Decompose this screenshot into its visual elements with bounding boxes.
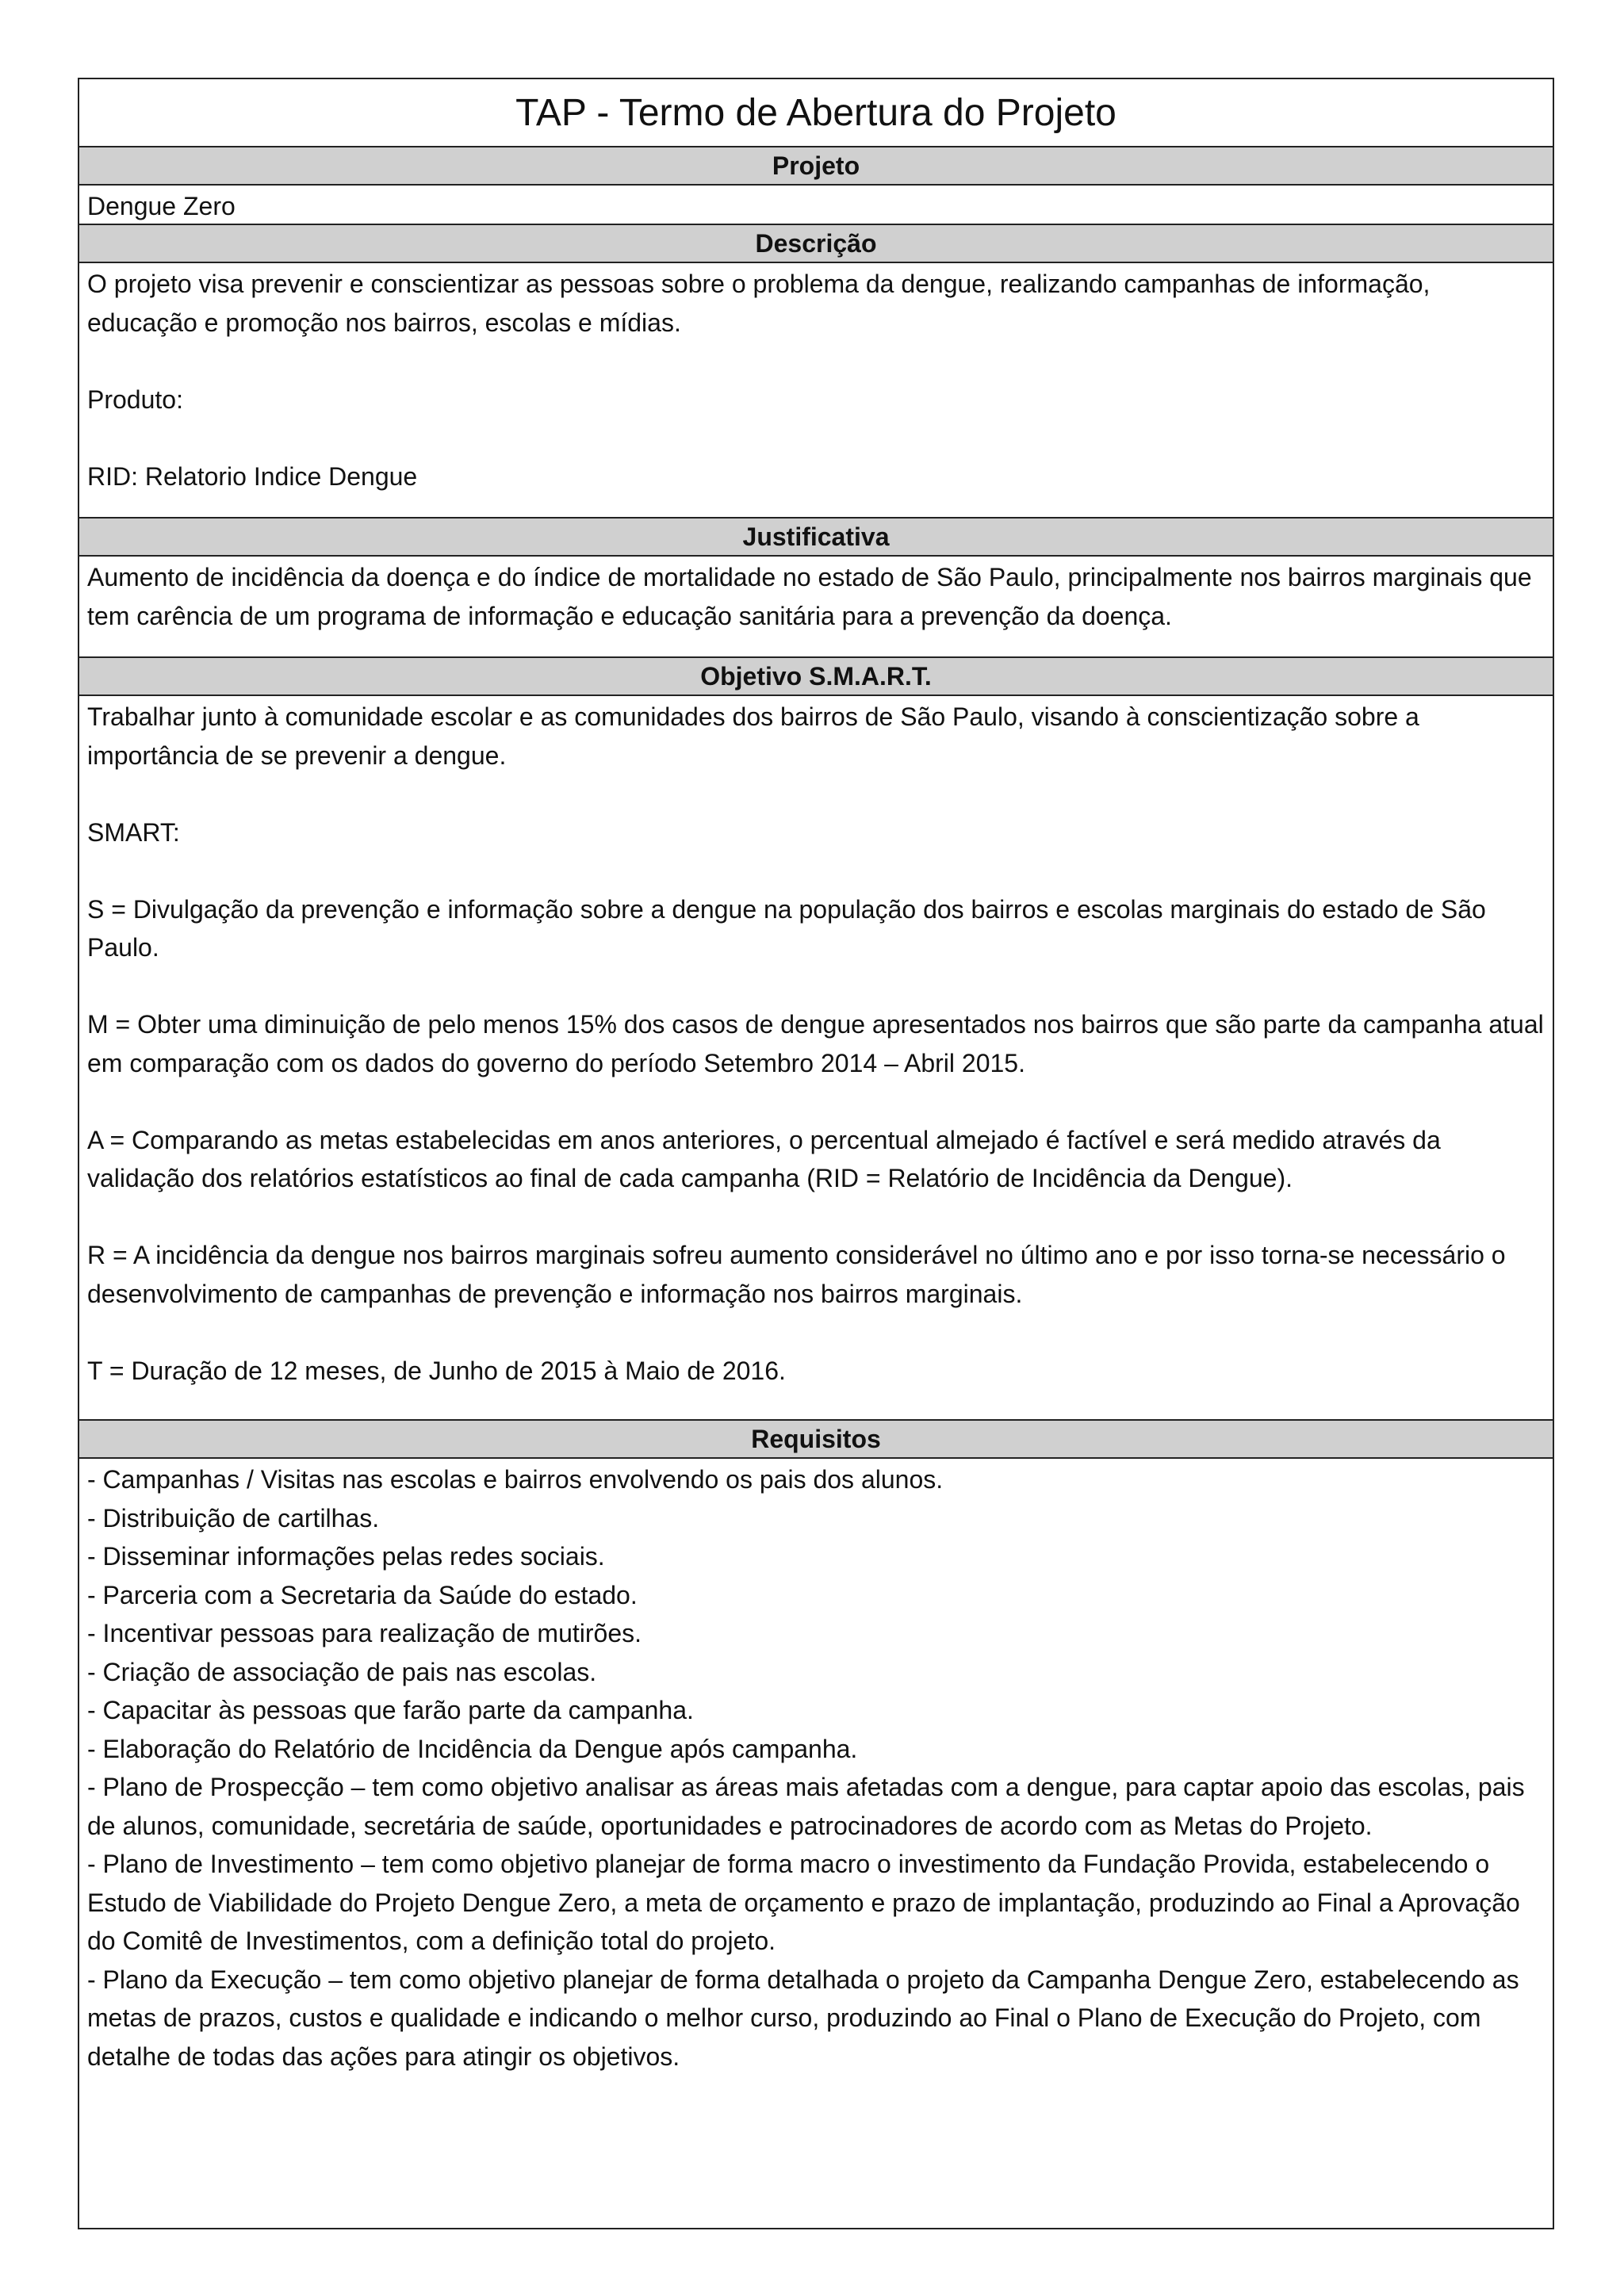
projeto-body [79,186,1553,225]
spacer [87,342,1545,381]
spacer [87,775,1545,813]
spacer [87,851,1545,890]
tap-document [78,78,1554,2229]
requisitos-header: Requisitos [79,1421,1553,1459]
justificativa-text: Aumento de incidência da doença e do índice de mortalidade no estado de São Paulo, principalmente nos bairros marginais que tem carência de um programa de informação e educação sanitária para a prevenção da doença. [87,563,1532,630]
smart-r: R = A incidência da dengue nos bairros marginais sofreu aumento considerável no último ano e por isso torna-se necessário o desenvolvimento de campanhas de prevenção e informação nos bairros marginais. [87,1241,1506,1308]
spacer [87,1082,1545,1121]
objetivo-text: Trabalhar junto à comunidade escolar e as comunidades dos bairros de São Paulo, visando à conscientização sobre a importância de se prevenir a dengue. [87,702,1419,770]
objetivo-header: Objetivo S.M.A.R.T. [79,658,1553,696]
objetivo-body [79,696,1553,1421]
smart-t: T = Duração de 12 meses, de Junho de 2015 à Maio de 2016. [87,1356,786,1385]
spacer [87,1198,1545,1237]
projeto-value: Dengue Zero [87,192,236,220]
requisitos-body [79,1459,1553,2228]
produto-value: RID: Relatorio Indice Dengue [87,461,418,491]
spacer [87,1313,1545,1352]
spacer [87,419,1545,457]
list-item: - Plano da Execução – tem como objetivo planejar de forma detalhada o projeto da Campanha Dengue Zero, estabelecendo as metas de prazos, custos e qualidade e indicando o melhor curso, produzindo ao Final o Plano de Execução do Projeto, com detalhe de todas das ações para atingir os objetivos. [87,1965,1519,2071]
document-title: TAP - Termo de Abertura do Projeto [79,79,1553,147]
descricao-body [79,263,1553,519]
smart-a: A = Comparando as metas estabelecidas em anos anteriores, o percentual almejado é factível e será medido através da validação dos relatórios estatísticos ao final de cada campanha (RID = Relatório de Incidência da Dengue). [87,1125,1441,1192]
list-item: - Parceria com a Secretaria da Saúde do estado. [87,1580,638,1609]
spacer [87,967,1545,1006]
list-item: - Distribuição de cartilhas. [87,1503,380,1533]
list-item: - Capacitar às pessoas que farão parte da campanha. [87,1696,694,1724]
smart-label: SMART: [87,817,180,847]
list-item: - Campanhas / Visitas nas escolas e bairros envolvendo os pais dos alunos. [87,1465,944,1494]
list-item: - Plano de Prospecção – tem como objetivo analisar as áreas mais afetadas com a dengue, para captar apoio das escolas, pais de alunos, comunidade, secretária de saúde, oportunidades e patrocinadores de acordo com as Metas do Projeto. [87,1773,1525,1840]
descricao-header: Descrição [79,225,1553,263]
list-item: - Plano de Investimento – tem como objetivo planejar de forma macro o investimento da Fundação Provida, estabelecendo o Estudo de Viabilidade do Projeto Dengue Zero, a meta de orçamento e prazo de implantação, produzindo ao Final a Aprovação do Comitê de Investimentos, com a definição total do projeto. [87,1850,1520,1955]
descricao-text: O projeto visa prevenir e conscientizar as pessoas sobre o problema da dengue, realizando campanhas de informação, educação e promoção nos bairros, escolas e mídias. [87,270,1431,337]
projeto-header: Projeto [79,147,1553,186]
justificativa-header: Justificativa [79,519,1553,557]
smart-m: M = Obter uma diminuição de pelo menos 15% dos casos de dengue apresentados nos bairros que são parte da campanha atual em comparação com os dados do governo do período Setembro 2014 – Abril 2015. [87,1010,1544,1077]
list-item: - Disseminar informações pelas redes sociais. [87,1542,605,1571]
list-item: - Incentivar pessoas para realização de mutirões. [87,1619,642,1647]
list-item: - Elaboração do Relatório de Incidência da Dengue após campanha. [87,1734,858,1763]
produto-label: Produto: [87,385,183,414]
justificativa-body [79,557,1553,658]
list-item: - Criação de associação de pais nas escolas. [87,1657,597,1686]
smart-s: S = Divulgação da prevenção e informação sobre a dengue na população dos bairros e escolas marginais do estado de São Paulo. [87,894,1486,962]
